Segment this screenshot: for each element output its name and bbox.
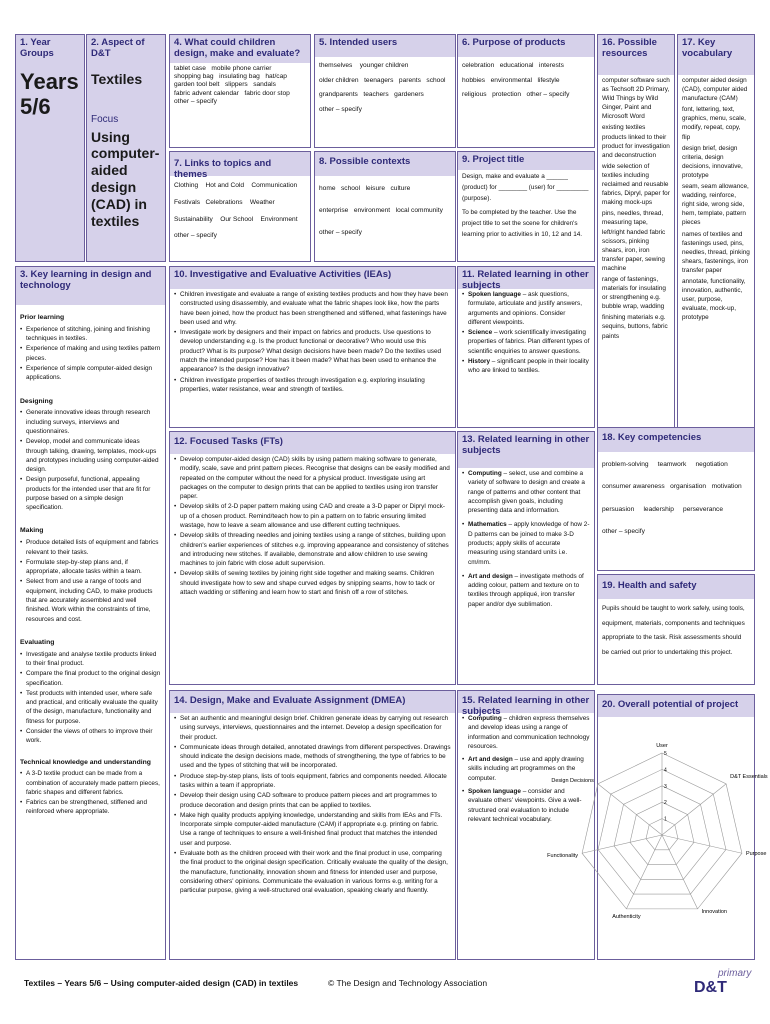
- related-learning-11-title: 11. Related learning in other subjects: [458, 267, 594, 289]
- focus-label: Focus: [91, 113, 119, 125]
- links-topics-list: Clothing Hot and Cold Communication Festivals Celebrations Weather Sustainability Our School Environment other – specify: [174, 182, 298, 240]
- vocabulary-list: computer aided design (CAD), computer aided manufacture (CAM) font, lettering, text, graphics, menu, scale, modify, repeat, copy, flip design brief, design criteria, design decisions, innovative, prototype seam, seam allowance, wadding, reinforce, right side, wrong side, hem, template, pattern pieces names of textiles and fastenings used, pins, needles, thread, pinking shears, fastenings, iron transfer paper annotate, functionality, innovation, authentic, user, purpose, evaluate, mock-up, prototype: [682, 77, 750, 322]
- contexts-list: home school leisure culture enterprise environment local community other – specify: [319, 185, 443, 236]
- radar-tick-label: 3: [664, 783, 667, 790]
- related-learning-11-box: [457, 266, 595, 428]
- contexts-title: 8. Possible contexts: [315, 152, 455, 176]
- logo-primary-text: primary: [718, 968, 752, 979]
- design-make-box: [169, 34, 311, 148]
- focused-tasks-list: • Develop computer-aided design (CAD) skills by using pattern making software to generate, modify, scale, save and print pattern pieces. Recognise that designs can be easily modified and repeated on the computer without the need for a physical product. Investigate using art packages on the computer to design prints that can be applied to textiles using iron transfer paper. • Develop skills of 2-D paper pattern making using CAD and create a 3-D paper or Dipryl mock-up of a chosen product. Remind/teach how to pin a pattern on to fabric ensuring limited wastage, how to leave a seam allowance and use different cutting techniques. • Develop skills of threading needles and joining textiles using a range of stitches, building upon children's earlier experiences of stitches e.g. improving appearance and consistency of stitches and introducing new stitches. If available, demonstrate and allow children to use sewing machines to join fabric with close adult supervision. • Develop skills of sewing textiles by joining right side together and making seams. Children should investigate how to sew and shape curved edges by snipping seams, how to tack or attach wadding or stiffening and learn how to start and finish off a row of stitches.: [170, 454, 455, 599]
- vocabulary-box: [677, 34, 755, 438]
- links-topics-box: [169, 151, 311, 262]
- radar-axis: [626, 835, 662, 909]
- intended-users-box: [314, 34, 456, 148]
- intended-users-list: themselves younger children older children teenagers parents school grandparents teachers gardeners other – specify: [319, 62, 446, 113]
- radar-axis: [662, 835, 698, 909]
- dt-primary-logo: [692, 968, 756, 1002]
- related-learning-15-title: 15. Related learning in other subjects: [458, 691, 594, 713]
- project-title-heading: 9. Project title: [458, 152, 594, 170]
- footer-copyright: © The Design and Technology Association: [328, 978, 488, 988]
- radar-tick-label: 5: [664, 751, 667, 757]
- intended-users-title: 5. Intended users: [315, 35, 455, 57]
- resources-list: computer software such as Techsoft 2D Primary, Wild Things by Wild Ginger, Paint and Microsoft Word existing textiles products linked to their product for investigation and deconstruction wide selection of textiles including reclaimed and reusable fabrics, Dipryl, paper for making mock-ups pins, needles, thread, measuring tape, left/right handed fabric scissors, pinking shears, iron, iron transfer paper, sewing machine range of fastenings, materials for insulating or strengthening e.g. bubble wrap, wadding finishing materials e.g. sequins, buttons, fabric paints: [602, 77, 670, 340]
- competencies-box: [597, 427, 755, 571]
- purpose-list: celebration educational interests hobbies environmental lifestyle religious protection other – specify: [462, 62, 570, 98]
- health-safety-title: 19. Health and safety: [598, 575, 754, 599]
- project-title-text: Design, make and evaluate a ______ (product) for ________ (user) for _________ (purpose). To be completed by the teacher. Use the project title to set the scene for children's learning prior to activities in 10, 12 and 14.: [462, 173, 589, 239]
- resources-title: 16. Possible resources: [598, 35, 674, 75]
- project-title-box: [457, 151, 595, 262]
- iea-list: • Children investigate and evaluate a range of existing textiles products and how they have been constructed using disassembly, and evaluate what the fabric shapes look like, how the parts have been joined, how the product has been strengthened and stiffened, what fastenings have been used and why. • Investigate work by designers and their impact on fabrics and products. Use questions to develop understanding e.g. Is the product functional or decorative? Who would use this product? What is its purpose? What design decisions have been made? Do the textiles used match the intended purpose? How has it been made? What has been used to enhance the appearance? Is the design innovative? • Children investigate properties of textiles through investigation e.g. exploring insulating properties, water resistance, wear and strength of textiles.: [170, 289, 455, 396]
- radar-tick-label: 2: [664, 800, 667, 807]
- radar-axis-label: Innovation: [701, 908, 727, 915]
- related-learning-13-title: 13. Related learning in other subjects: [458, 432, 594, 468]
- dmea-box: [169, 690, 456, 960]
- aspect-title: 2. Aspect of D&T: [91, 37, 145, 59]
- vocabulary-title: 17. Key vocabulary: [678, 35, 754, 75]
- related-learning-15-box: [457, 690, 595, 960]
- overall-potential-box: [547, 694, 768, 960]
- resources-box: [597, 34, 675, 438]
- related-learning-11-list: • Spoken language – ask questions, formulate, articulate and justify answers, arguments and opinions. Consider different viewpoints. • Science – work scientifically investigating properties of fabrics. Plan different types of scientific enquiries to answer questions. • History – significant people in their locality who are linked to textiles.: [458, 289, 594, 378]
- iea-title: 10. Investigative and Evaluative Activities (IEAs): [170, 267, 455, 289]
- radar-axis-label: D&T Essentials: [730, 773, 768, 780]
- related-learning-15-list: • Computing – children express themselves and develop ideas using a range of information and communication technology resources. • Art and design – use and apply drawing skills including art programmes on the computer. • Spoken language – consider and evaluate others' viewpoints. Give a well-structured oral evaluation to include relevant technical vocabulary.: [458, 713, 594, 826]
- logo-dt-text: D&T: [694, 979, 727, 996]
- focused-tasks-title: 12. Focused Tasks (FTs): [170, 432, 455, 454]
- radar-axis-label: User: [656, 743, 668, 749]
- key-learning-box: [15, 266, 166, 960]
- aspect-value: Textiles: [91, 70, 143, 87]
- footer-title: Textiles – Years 5/6 – Using computer-aided design (CAD) in textiles: [24, 978, 299, 988]
- year-groups-title: 1. Year Groups: [20, 37, 54, 59]
- year-groups-value: Years 5/6: [20, 68, 79, 120]
- dmea-title: 14. Design, Make and Evaluate Assignment (DMEA): [170, 691, 455, 713]
- year-groups-box: [15, 34, 85, 262]
- related-learning-13-box: [457, 431, 595, 685]
- radar-axis-label: Functionality: [547, 853, 579, 860]
- iea-box: [169, 266, 456, 428]
- focused-tasks-box: [169, 431, 456, 685]
- competencies-title: 18. Key competencies: [598, 428, 754, 452]
- related-learning-13-list: • Computing – select, use and combine a variety of software to design and create a range of patterns and other content that accomplish given goals, including presenting data and information. • Mathematics – apply knowledge of how 2-D patterns can be joined to make 3-D products; apply skills of accurate measuring using standard units i.e. cm/mm. • Art and design – investigate methods of adding colour, pattern and texture on to textiles through appliqué, iron transfer paper and/or dye sublimation.: [458, 468, 594, 611]
- health-safety-box: [597, 574, 755, 685]
- key-learning-content: Prior learning • Experience of stitching, joining and finishing techniques in textiles. • Experience of making and using textiles pattern pieces. • Experience of simple computer-aided design applications. Designing • Generate innovative ideas through research including surveys, interviews and questionnaires. • Develop, model and communicate ideas through talking, drawing, templates, mock-ups and prototypes including using computer-aided design. • Design purposeful, functional, appealing products for the intended user that are fit for purpose based on a simple design specification. Making • Produce detailed lists of equipment and fabrics relevant to their tasks. • Formulate step-by-step plans and, if appropriate, allocate tasks within a team. • Select from and use a range of tools and equipment, including CAD, to make products that are accurately assembled and well finished. Work within the constraints of time, resources and cost. Evaluating • Investigate and analyse textile products linked to their final product. • Compare the final product to the original design specification. • Test products with intended user, where safe and practical, and critically evaluate the quality of the design, manufacture, functionality and fitness for purpose. • Consider the views of others to improve their work. Technical knowledge and understanding • A 3-D textile product can be made from a combination of accurately made pattern pieces, fabric shapes and different fabrics. • Fabrics can be strengthened, stiffened and reinforced where appropriate.: [16, 305, 165, 819]
- aspect-box: [86, 34, 166, 262]
- purpose-title: 6. Purpose of products: [458, 35, 594, 57]
- key-learning-title: 3. Key learning in design and technology: [16, 267, 165, 305]
- contexts-box: [314, 151, 456, 262]
- dmea-list: • Set an authentic and meaningful design brief. Children generate ideas by carrying out research using surveys, interviews, questionnaires and the internet. Develop a design specification for their product. • Communicate ideas through detailed, annotated drawings from different perspectives. Drawings should indicate the design decisions made, methods of strengthening, the type of fabrics to be used and the types of stitching that will be incorporated. • Produce step-by-step plans, lists of tools equipment, fabrics and components needed. Allocate tasks within a team if appropriate. • Develop their design using CAD software to produce pattern pieces and art programmes to produce decoration and design prints that can be applied to textiles. • Make high quality products applying knowledge, understanding and skills from IEAs and FTs. Incorporate simple computer-aided manufacture (CAM) if appropriate e.g. printing on fabric. Use a range of techniques to ensure a well-finished final product that matches the intended user and purpose. • Evaluate both as the children proceed with their work and the final product in use, comparing the final product to the original design specification. Critically evaluate the quality of the design, the manufacture, functionality, innovation shown and fitness for intended user and purpose, considering others' opinions. Communicate the evaluation in various forms e.g. writing for a particular purpose, giving a well-structured oral evaluation, speaking clearly and fluently.: [170, 713, 455, 897]
- health-safety-text: Pupils should be taught to work safely, using tools, equipment, materials, components and techniques appropriate to the task. Risk assessments should be carried out prior to undertaking this project.: [602, 605, 745, 657]
- links-topics-title: 7. Links to topics and themes: [170, 152, 310, 176]
- focus-value: Using computer-aided design (CAD) in textiles: [91, 128, 160, 229]
- radar-tick-label: 4: [664, 767, 667, 774]
- competencies-list: problem-solving teamwork negotiation consumer awareness organisation motivation persuasion leadership perseverance other – specify: [602, 461, 742, 536]
- design-make-list: tablet case mobile phone carrier shopping bag insulating bag hat/cap garden tool belt slippers sandals fabric advent calendar fabric door stop other – specify: [174, 64, 290, 105]
- radar-tick-label: 1: [664, 816, 667, 823]
- radar-axis-label: Purpose: [745, 851, 767, 858]
- radar-axis-label: Authenticity: [612, 913, 641, 920]
- radar-axis-label: Design Decisions: [551, 777, 594, 784]
- radar-chart: [547, 717, 768, 957]
- overall-potential-title: 20. Overall potential of project: [598, 695, 754, 717]
- purpose-box: [457, 34, 595, 148]
- design-make-title: 4. What could children design, make and evaluate?: [170, 35, 310, 63]
